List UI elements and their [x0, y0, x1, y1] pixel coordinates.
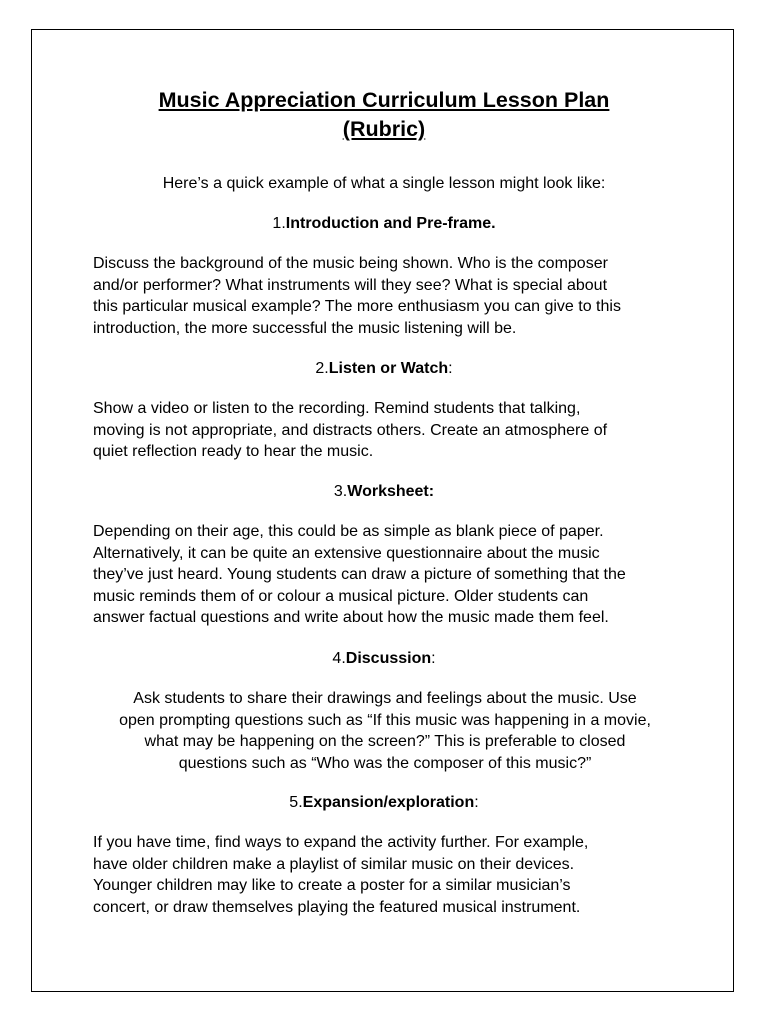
section-4-body: [90, 688, 680, 774]
section-2-line: moving is not appropriate, and distracts others. Create an atmosphere of: [93, 421, 608, 439]
section-2-suffix: :: [448, 360, 453, 377]
section-5-number: 5.: [289, 794, 303, 811]
section-5-heading: [60, 792, 708, 814]
section-5-line: have older children make a playlist of similar music on their devices.: [93, 855, 575, 873]
section-5-line: concert, or draw themselves playing the featured musical instrument.: [93, 898, 581, 916]
section-3-heading: [60, 481, 708, 503]
section-1-heading: [60, 213, 708, 235]
section-1-number: 1.: [272, 215, 286, 232]
section-1-line: and/or performer? What instruments will they see? What is special about: [93, 276, 608, 294]
section-3-line: music reminds them of or colour a musical picture. Older students can: [93, 587, 589, 605]
section-4-suffix: :: [431, 650, 436, 667]
section-5-line: If you have time, find ways to expand the activity further. For example,: [93, 834, 589, 851]
section-1-title: Introduction and Pre-frame.: [285, 215, 496, 232]
section-4-line: open prompting questions such as “If this music was happening in a movie,: [119, 711, 651, 729]
section-3-title: Worksheet:: [347, 483, 435, 500]
section-1-line: introduction, the more successful the music listening will be.: [93, 319, 517, 337]
section-3-body: [93, 521, 693, 629]
section-2-heading: [60, 358, 708, 380]
section-1-line: Discuss the background of the music being shown. Who is the composer: [93, 255, 608, 272]
section-2-line: quiet reflection ready to hear the music.: [93, 443, 374, 460]
section-4-line: Ask students to share their drawings and feelings about the music. Use: [133, 690, 637, 707]
section-5-line: Younger children may like to create a poster for a similar musician’s: [93, 877, 571, 894]
document-title: [60, 86, 708, 144]
section-4-title: Discussion: [345, 650, 432, 667]
section-2-line: Show a video or listen to the recording. Remind students that talking,: [93, 400, 581, 417]
section-2-title: Listen or Watch: [328, 360, 449, 377]
section-3-line: answer factual questions and write about how the music made them feel.: [93, 609, 609, 626]
section-5-suffix: :: [474, 794, 479, 811]
section-3-line: Alternatively, it can be quite an extensive questionnaire about the music: [93, 544, 600, 562]
title-line-1: Music Appreciation Curriculum Lesson Plan: [158, 88, 610, 112]
section-5-body: [93, 832, 693, 918]
section-1-line: this particular musical example? The more enthusiasm you can give to this: [93, 298, 621, 315]
section-4-line: what may be happening on the screen?” This is preferable to closed: [144, 733, 626, 750]
section-1-body: [93, 253, 693, 339]
section-4-line: questions such as “Who was the composer of this music?”: [178, 754, 592, 772]
intro-text: Here’s a quick example of what a single lesson might look like:: [162, 175, 606, 192]
section-5-title: Expansion/exploration: [302, 794, 475, 811]
section-3-line: they’ve just heard. Young students can draw a picture of something that the: [93, 566, 626, 583]
section-3-line: Depending on their age, this could be as simple as blank piece of paper.: [93, 523, 604, 540]
section-4-heading: [60, 648, 708, 670]
section-2-number: 2.: [315, 360, 329, 377]
title-line-2: (Rubric): [342, 117, 426, 141]
section-3-number: 3.: [333, 483, 348, 500]
section-2-body: [93, 398, 693, 463]
section-4-number: 4.: [332, 650, 346, 667]
